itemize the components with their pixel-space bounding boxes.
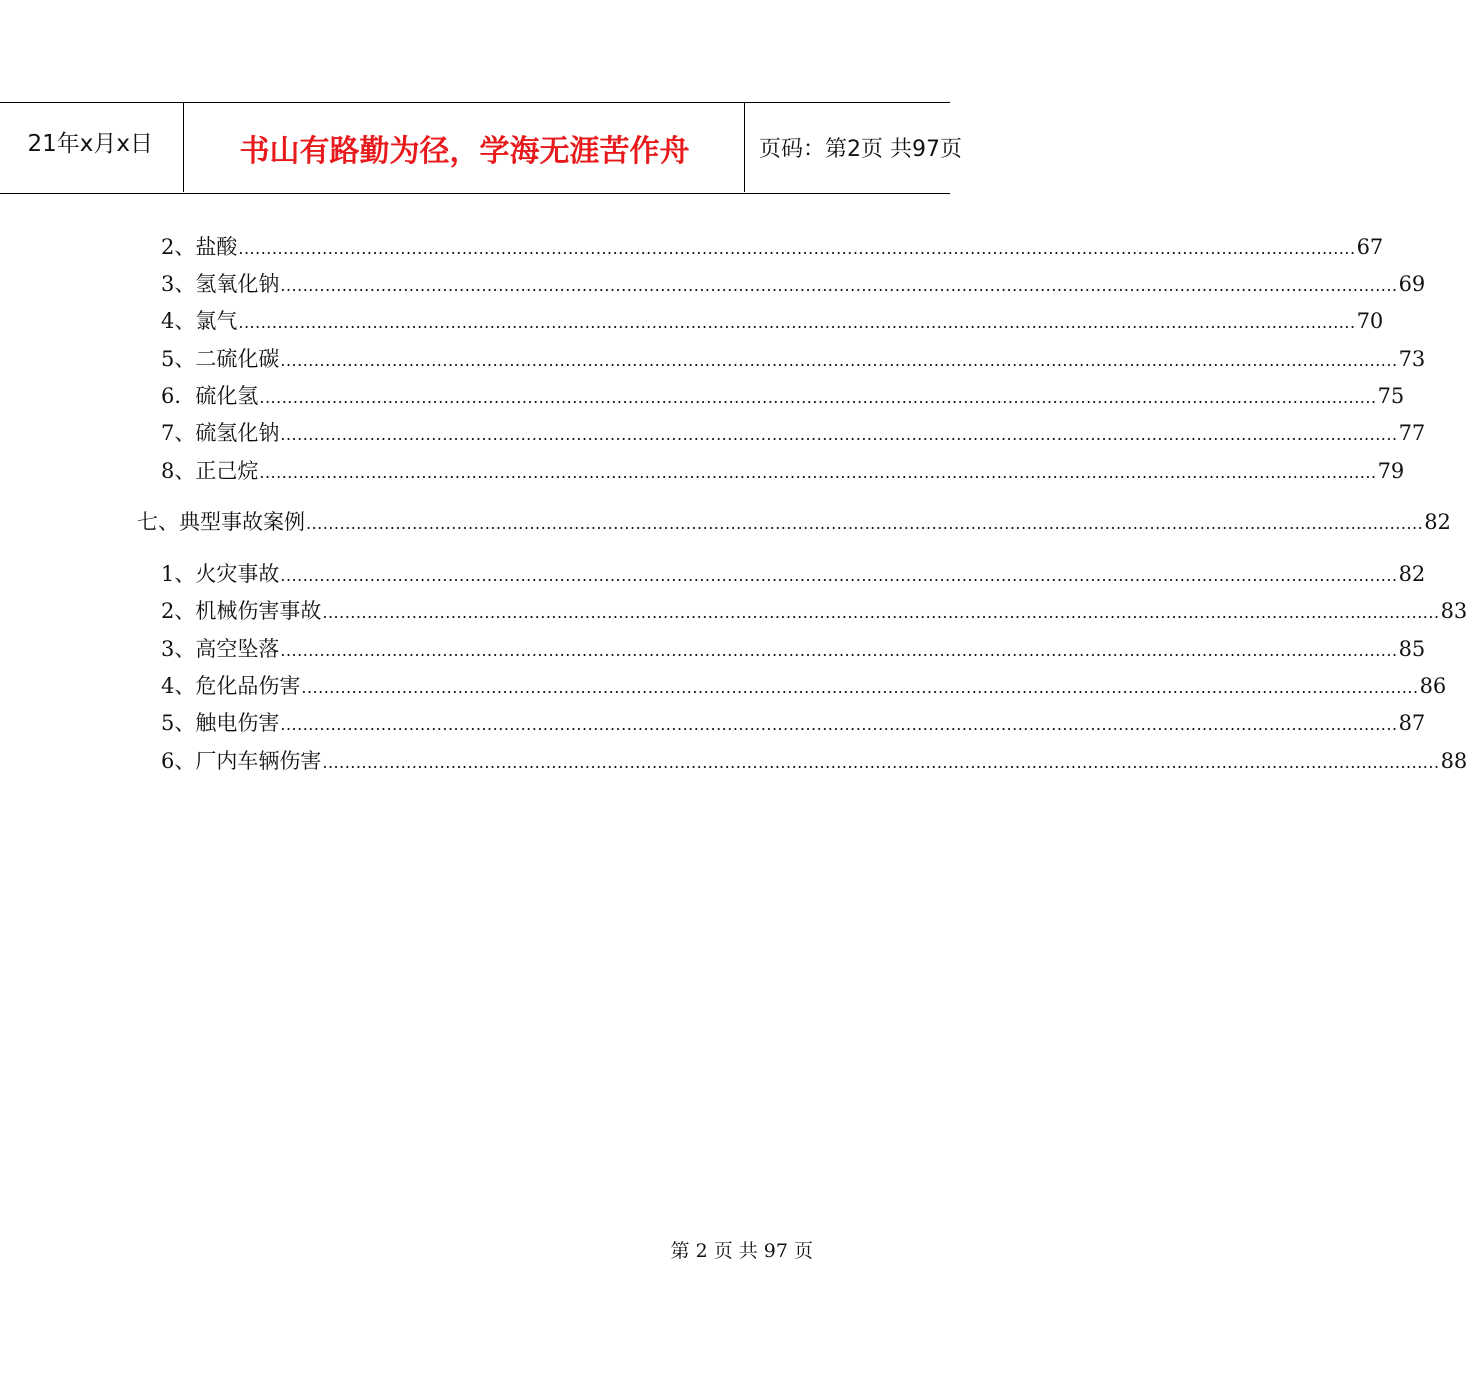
toc-entry-label: 盐酸 [195,235,238,259]
toc-entry-page: 77 [1398,421,1426,445]
toc-entry-page: 67 [1356,235,1384,259]
toc-entry-page: 88 [1440,749,1467,773]
toc-entry[interactable] [161,708,1426,738]
toc-entry-number: 5、 [161,347,196,371]
toc-entry[interactable] [161,232,1384,262]
toc-entry[interactable] [161,344,1426,374]
toc-entry-number: 7、 [161,421,196,445]
toc-entry-number: 3、 [161,272,196,296]
toc-entry-page: 83 [1440,599,1467,623]
toc-entry-label: 氯气 [195,309,238,333]
toc-entry-page: 79 [1377,459,1405,483]
toc-entry-label: 火灾事故 [195,562,280,586]
toc-dot-leader: ........................................................................................................................................................................................................ [238,313,1356,332]
toc-entry-page: 86 [1419,674,1447,698]
toc-entry-number: 5、 [161,711,196,735]
toc-entry[interactable] [161,418,1426,448]
toc-entry-number: 6． [161,384,196,408]
toc-entry-number: 6、 [161,749,196,773]
toc-dot-leader: ........................................................................................................................................................................................................ [280,715,1398,734]
toc-entry-page: 75 [1377,384,1405,408]
toc-entry[interactable] [161,746,1467,776]
toc-entry[interactable] [161,456,1405,486]
toc-entry-label: 触电伤害 [195,711,280,735]
toc-dot-leader: ........................................................................................................................................................................................................ [280,276,1398,295]
toc-entry-number: 2、 [161,235,196,259]
toc-entry[interactable] [161,596,1467,626]
toc-section-heading[interactable] [137,507,1451,537]
footer-page-number: 第 2 页 共 97 页 [670,1240,813,1262]
toc-entry[interactable] [161,269,1426,299]
toc-dot-leader: ........................................................................................................................................................................................................ [280,351,1398,370]
toc-entry-number: 4、 [161,309,196,333]
toc-entry-number: 3、 [161,637,196,661]
toc-entry-label: 氢氧化钠 [195,272,280,296]
toc-dot-leader: ........................................................................................................................................................................................................ [280,641,1398,660]
toc-entry-label: 危化品伤害 [195,674,301,698]
toc-entry-number: 2、 [161,599,196,623]
toc-dot-leader: ........................................................................................................................................................................................................ [280,566,1398,585]
toc-entry-label: 厂内车辆伤害 [195,749,322,773]
toc-entry-number: 七、 [137,510,179,534]
toc-entry-page: 82 [1424,510,1451,534]
toc-dot-leader: ........................................................................................................................................................................................................ [259,463,1377,482]
toc-entry-label: 高空坠落 [195,637,280,661]
toc-entry[interactable] [161,559,1426,589]
toc-dot-leader: ........................................................................................................................................................................................................ [301,678,1419,697]
header-date: 21年x月x日 [0,103,184,192]
toc-dot-leader: ........................................................................................................................................................................................................ [238,239,1356,258]
toc-dot-leader: ........................................................................................................................................................................................................ [322,603,1440,622]
toc-entry-label: 硫化氢 [195,384,259,408]
header-page-label: 页码：第2页 共97页 [759,137,962,162]
toc-entry-number: 1、 [161,562,196,586]
toc-entry-label: 正己烷 [195,459,259,483]
toc-dot-leader: ........................................................................................................................................................................................................ [280,425,1398,444]
toc-dot-leader: ........................................................................................................................................................................................................ [306,514,1424,533]
toc-entry[interactable] [161,671,1447,701]
toc-entry-page: 73 [1398,347,1426,371]
toc-entry-page: 82 [1398,562,1426,586]
toc-entry-page: 70 [1356,309,1384,333]
toc-entry[interactable] [161,634,1426,664]
toc-dot-leader: ........................................................................................................................................................................................................ [259,388,1377,407]
toc-entry[interactable] [161,381,1405,411]
toc-entry-label: 机械伤害事故 [195,599,322,623]
toc-entry-label: 典型事故案例 [179,510,305,534]
toc-entry-label: 硫氢化钠 [195,421,280,445]
toc-entry-page: 87 [1398,711,1426,735]
toc-entry[interactable] [161,306,1384,336]
page-header [0,102,962,194]
toc-entry-number: 8、 [161,459,196,483]
toc-entry-page: 85 [1398,637,1426,661]
toc-entry-number: 4、 [161,674,196,698]
toc-entry-page: 69 [1398,272,1426,296]
toc-dot-leader: ........................................................................................................................................................................................................ [322,753,1440,772]
toc-entry-label: 二硫化碳 [195,347,280,371]
header-motto: 书山有路勤为径，学海无涯苦作舟 [185,103,745,192]
